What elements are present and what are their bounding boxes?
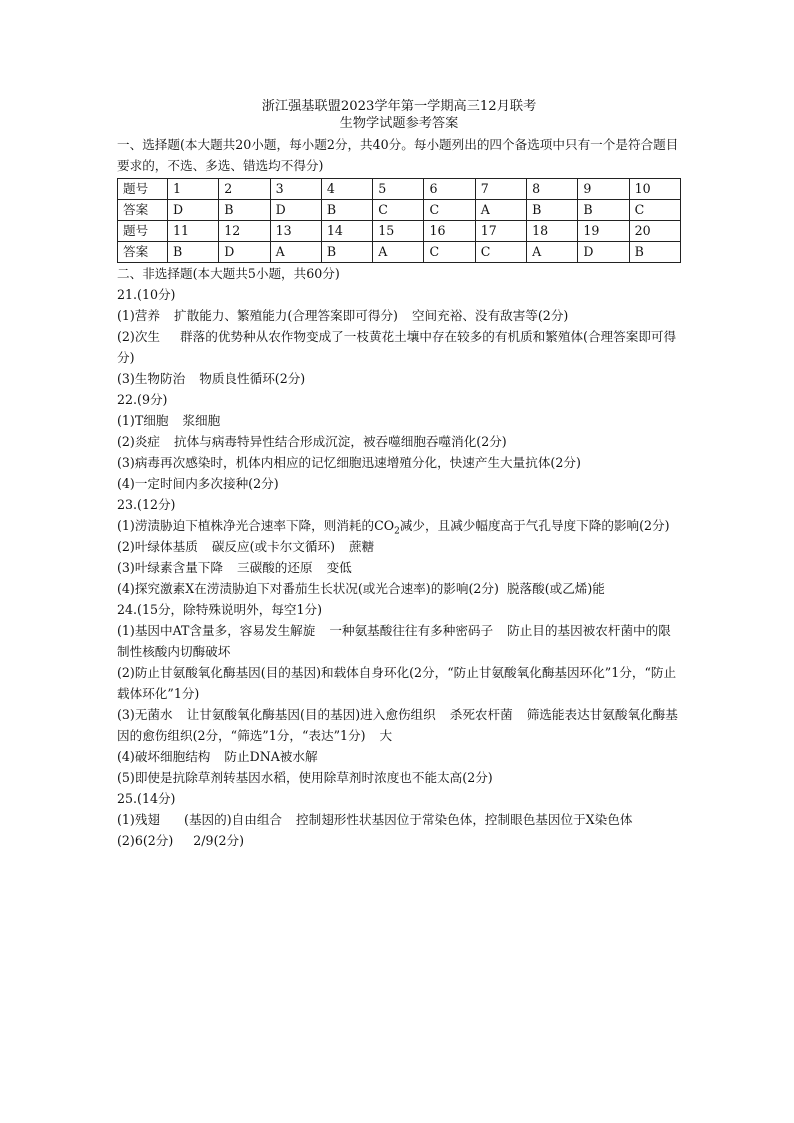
answer-text: 扩散能力、繁殖能力(合理答案即可得分): [174, 308, 398, 323]
answer-text: (1)残翅: [117, 812, 161, 827]
q22-answer-4: (4)一定时间内多次接种(2分): [117, 476, 279, 491]
table-cell: A: [475, 200, 526, 221]
table-cell: 13: [270, 221, 321, 242]
answer-text: 筛选能表达甘氨酸氧化酶基因的愈伤组织(2分，“筛选”1分，“表达”1分): [117, 707, 678, 743]
answer-text: 防止目的基因被农杆菌中的限制性核酸内切酶破坏: [117, 623, 671, 659]
answer-text: 蔗糖: [348, 539, 375, 554]
table-cell: A: [270, 242, 321, 263]
table-cell: 12: [219, 221, 270, 242]
exam-title: 浙江强基联盟2023学年第一学期高三12月联考: [261, 99, 537, 114]
answer-text: 杀死农杆菌: [449, 707, 513, 722]
answer-text: (3)无菌水: [117, 707, 173, 722]
q24-answer-3: [117, 704, 681, 746]
q21-answer-3: [117, 368, 681, 389]
answer-text: (2)6(2分): [117, 833, 174, 848]
answer-text: (1)涝渍胁迫下植株净光合速率下降，则消耗的CO: [117, 518, 395, 533]
answer-text: (1)基因中AT含量多，容易发生解旋: [117, 623, 316, 638]
table-cell: B: [321, 200, 372, 221]
table-cell: B: [578, 200, 629, 221]
answer-text: (4)探究激素X在涝渍胁迫下对番茄生长状况(或光合速率)的影响(2分): [117, 581, 499, 596]
table-cell: B: [219, 200, 270, 221]
table-cell: 14: [321, 221, 372, 242]
q22-answer-2: [117, 431, 681, 452]
q21-answer-1: [117, 305, 681, 326]
answer-text: 防止DNA被水解: [224, 749, 318, 764]
row-label: 答案: [118, 242, 168, 263]
q23-answer-4: [117, 578, 681, 599]
row-label: 题号: [118, 221, 168, 242]
table-row: [118, 242, 681, 263]
table-cell: C: [424, 200, 475, 221]
q21-answer-2: [117, 326, 681, 368]
table-cell: 16: [424, 221, 475, 242]
answer-text: (3)叶绿素含量下降: [117, 560, 223, 575]
table-row: [118, 221, 681, 242]
table-cell: 9: [578, 179, 629, 200]
answer-text: 碳反应(或卡尔文循环): [211, 539, 335, 554]
table-cell: 20: [629, 221, 680, 242]
q24-answer-1: [117, 620, 681, 662]
answer-text: 让甘氨酸氧化酶基因(目的基因)进入愈伤组织: [186, 707, 436, 722]
q23-answer-1: [117, 515, 681, 536]
answer-text: 控制翅形性状基因位于常染色体，控制眼色基因位于X染色体: [296, 812, 633, 827]
section1-intro: 一、选择题(本大题共20小题，每小题2分，共40分。每小题列出的四个备选项中只有一个是符合题目要求的，不选、多选、错选均不得分): [117, 137, 679, 173]
table-cell: 11: [168, 221, 219, 242]
table-cell: 15: [373, 221, 424, 242]
q22-heading: 22.(9分): [117, 392, 168, 407]
answer-text: (2)叶绿体基质: [117, 539, 198, 554]
table-cell: D: [578, 242, 629, 263]
table-cell: B: [321, 242, 372, 263]
table-cell: 7: [475, 179, 526, 200]
answer-text: 空间充裕、没有敌害等(2分): [411, 308, 569, 323]
answer-text: 大: [379, 728, 393, 743]
answer-table: [117, 178, 681, 263]
answer-text: (1)营养: [117, 308, 161, 323]
q21-heading: 21.(10分): [117, 287, 176, 302]
table-cell: 19: [578, 221, 629, 242]
table-row: [118, 200, 681, 221]
table-row: [118, 179, 681, 200]
q25-heading: 25.(14分): [117, 791, 176, 806]
table-cell: D: [219, 242, 270, 263]
answer-text: 脱落酸(或乙烯)能: [506, 581, 605, 596]
answer-sheet: [117, 98, 681, 851]
answer-text: 抗体与病毒特异性结合形成沉淀，被吞噬细胞吞噬消化(2分): [174, 434, 507, 449]
q25-answer-2: [117, 830, 681, 851]
q23-answer-2: [117, 536, 681, 557]
answer-text: (3)生物防治: [117, 371, 186, 386]
table-cell: C: [373, 200, 424, 221]
q22-answer-3: (3)病毒再次感染时，机体内相应的记忆细胞迅速增殖分化，快速产生大量抗体(2分): [117, 455, 581, 470]
row-label: 答案: [118, 200, 168, 221]
table-cell: 10: [629, 179, 680, 200]
q24-heading: 24.(15分，除特殊说明外，每空1分): [117, 602, 323, 617]
row-label: 题号: [118, 179, 168, 200]
table-cell: 17: [475, 221, 526, 242]
table-cell: 1: [168, 179, 219, 200]
table-cell: B: [168, 242, 219, 263]
table-cell: D: [168, 200, 219, 221]
q24-answer-4: [117, 746, 681, 767]
table-cell: D: [270, 200, 321, 221]
exam-subtitle: 生物学试题参考答案: [339, 116, 459, 131]
table-cell: 4: [321, 179, 372, 200]
table-cell: B: [629, 242, 680, 263]
answer-text: (2)次生: [117, 329, 161, 344]
table-cell: 5: [373, 179, 424, 200]
answer-text: (2)炎症: [117, 434, 161, 449]
q22-answer-1: [117, 410, 681, 431]
q23-heading: 23.(12分): [117, 497, 176, 512]
answer-text: 物质良性循环(2分): [199, 371, 306, 386]
table-cell: C: [475, 242, 526, 263]
subscript: 2: [394, 526, 400, 537]
table-cell: 8: [527, 179, 578, 200]
table-cell: A: [527, 242, 578, 263]
q24-answer-5: (5)即使是抗除草剂转基因水稻，使用除草剂时浓度也不能太高(2分): [117, 770, 493, 785]
answer-text: 群落的优势种从农作物变成了一枝黄花土壤中存在较多的有机质和繁殖体(合理答案即可得分): [117, 329, 677, 365]
section2-intro: 二、非选择题(本大题共5小题，共60分): [117, 266, 340, 281]
table-cell: C: [629, 200, 680, 221]
table-cell: 18: [527, 221, 578, 242]
answer-text: (基因的)自由组合: [184, 812, 283, 827]
answer-text: 减少，且减少幅度高于气孔导度下降的影响(2分): [399, 518, 670, 533]
table-cell: A: [373, 242, 424, 263]
answer-text: 三碳酸的还原: [237, 560, 313, 575]
q23-answer-3: [117, 557, 681, 578]
answer-text: (1)T细胞: [117, 413, 169, 428]
table-cell: 2: [219, 179, 270, 200]
answer-text: 浆细胞: [182, 413, 221, 428]
answer-text: 一种氨基酸往往有多种密码子: [329, 623, 494, 638]
q25-answer-1: [117, 809, 681, 830]
table-cell: 6: [424, 179, 475, 200]
q24-answer-2: (2)防止甘氨酸氧化酶基因(目的基因)和载体自身环化(2分，“防止甘氨酸氧化酶基因环化”1分，“防止载体环化”1分): [117, 665, 677, 701]
table-cell: B: [527, 200, 578, 221]
answer-text: 变低: [326, 560, 352, 575]
table-cell: C: [424, 242, 475, 263]
answer-text: (4)破坏细胞结构: [117, 749, 211, 764]
answer-text: 2/9(2分): [193, 833, 244, 848]
table-cell: 3: [270, 179, 321, 200]
